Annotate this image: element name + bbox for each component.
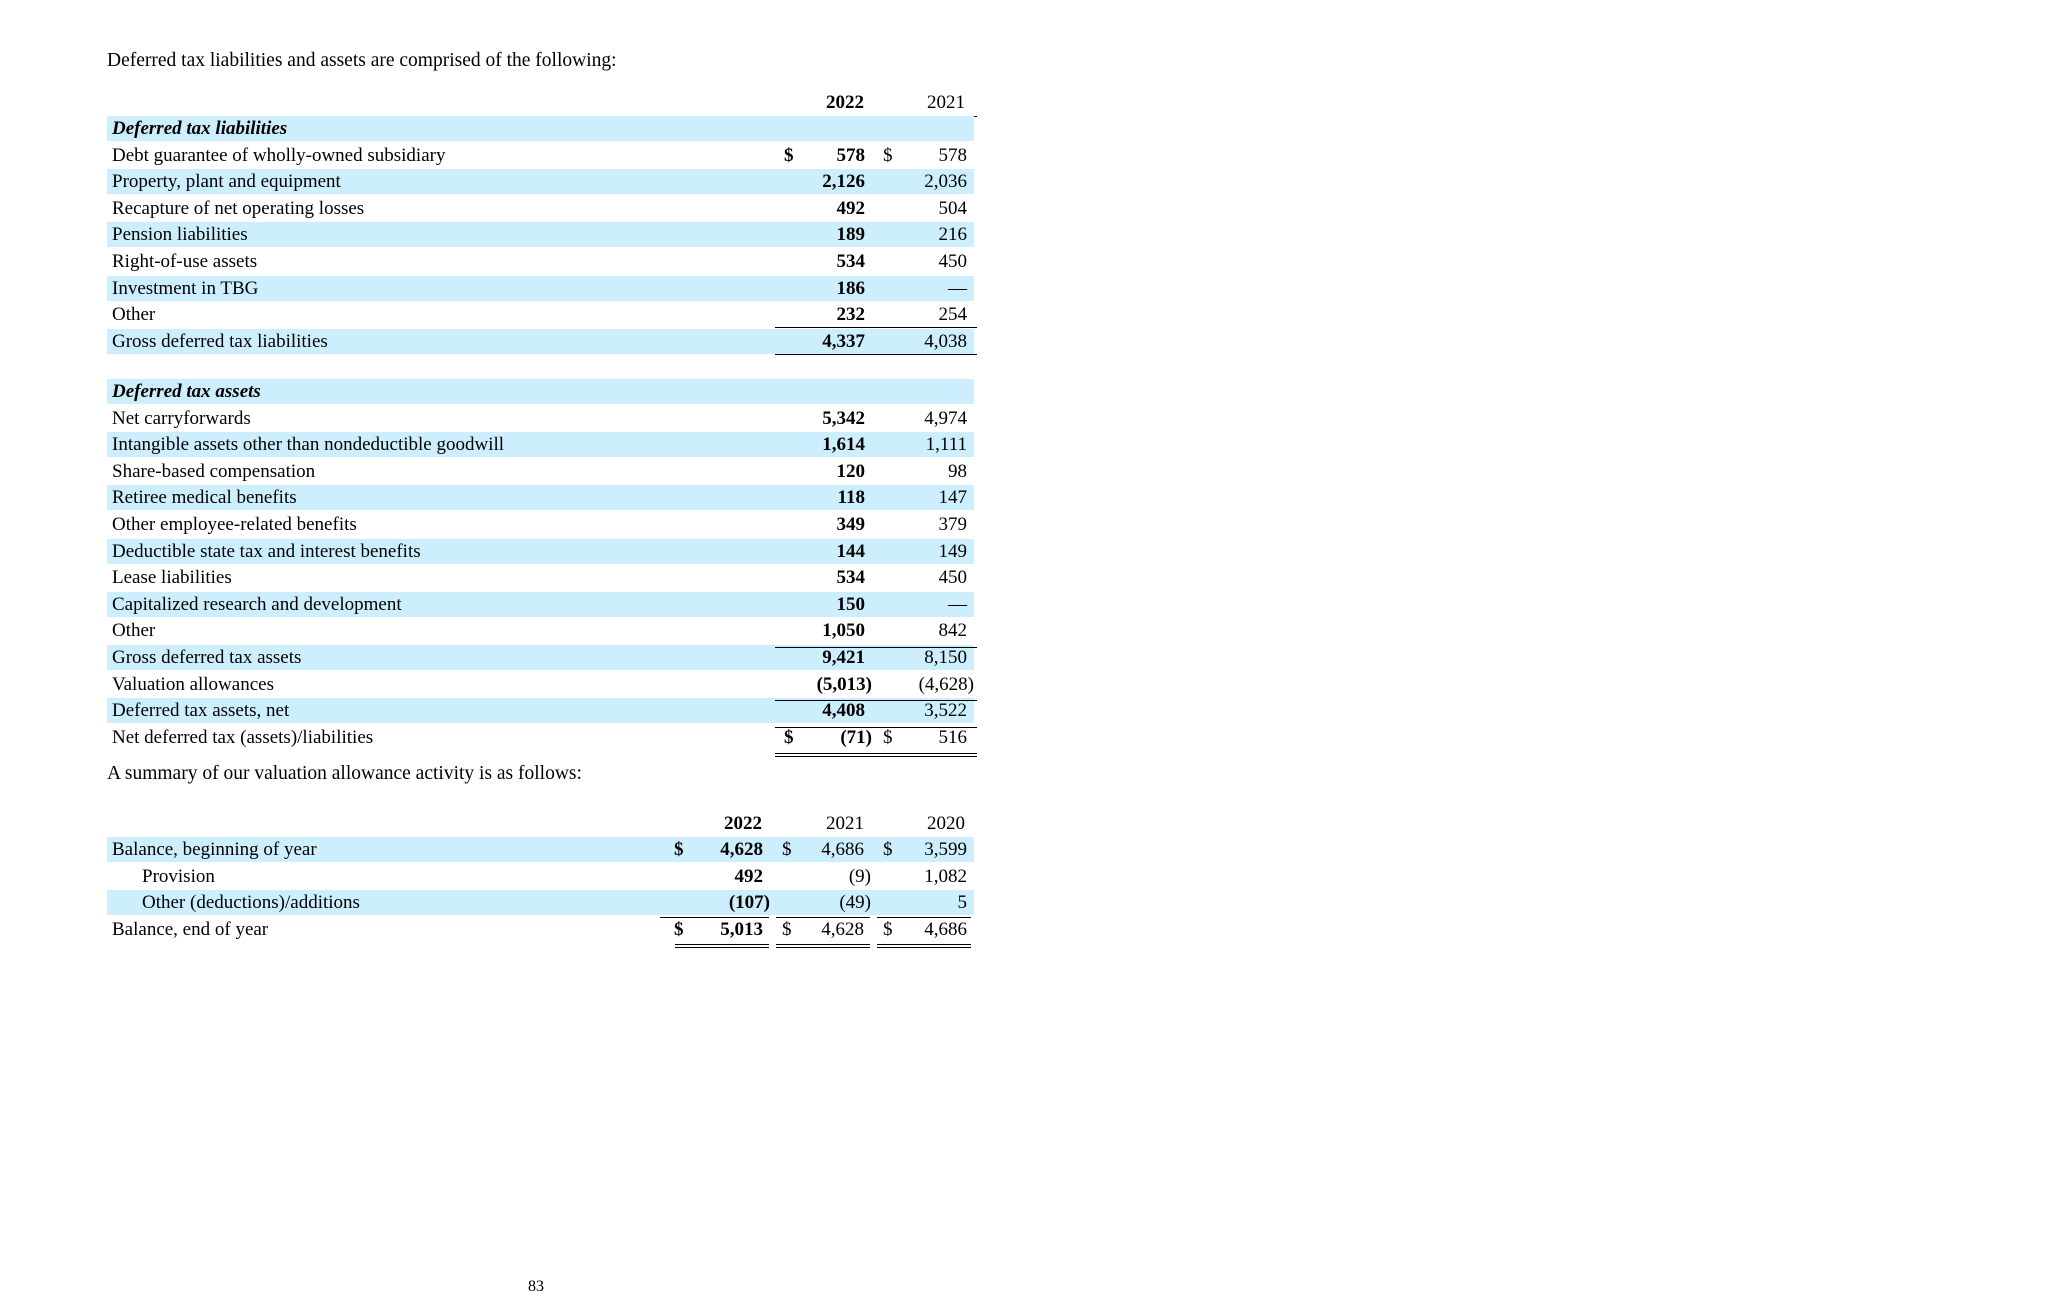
currency-symbol: $	[674, 918, 684, 940]
value-2022: 4,408	[822, 700, 865, 722]
value-2021: 4,628	[821, 918, 864, 940]
total-line	[877, 944, 971, 945]
total-line	[776, 944, 870, 945]
row-label: Net deferred tax (assets)/liabilities	[112, 726, 374, 748]
row-label: Share-based compensation	[112, 460, 316, 482]
row-label: Provision	[142, 865, 215, 887]
value-2021: 842	[938, 620, 967, 642]
table-row	[107, 222, 974, 247]
row-label: Balance, beginning of year	[112, 839, 317, 860]
value-2021: 450	[938, 250, 967, 272]
value-2022: 492	[836, 197, 865, 219]
currency-symbol: $	[784, 726, 794, 748]
table-row	[107, 698, 974, 723]
subtotal-line	[877, 917, 971, 918]
total-line	[877, 947, 971, 948]
currency-symbol: $	[782, 839, 792, 860]
row-label: Other (deductions)/additions	[142, 892, 360, 914]
value-2022: 150	[836, 593, 865, 615]
table-row	[107, 618, 974, 643]
value-2021: 4,974	[924, 407, 967, 429]
value-2021: 2,036	[924, 171, 967, 193]
row-label: Retiree medical benefits	[112, 487, 297, 509]
row-label: Pension liabilities	[112, 224, 248, 246]
value-2021: 504	[938, 197, 967, 219]
value-2022: 5,013	[720, 918, 763, 940]
table-row	[107, 645, 974, 670]
currency-symbol: $	[674, 839, 684, 860]
row-label: Deferred tax assets, net	[112, 700, 290, 722]
value-2021: 4,686	[821, 839, 864, 860]
summary-intro-text: A summary of our valuation allowance activity is as follows:	[107, 763, 582, 784]
row-label: Net carryforwards	[112, 407, 251, 429]
row-label: Debt guarantee of wholly-owned subsidiary	[112, 144, 446, 166]
row-label: Valuation allowances	[112, 673, 274, 695]
table-row	[107, 143, 974, 168]
table-row	[107, 592, 974, 617]
value-2022: 118	[837, 487, 865, 509]
row-label: Other	[112, 304, 156, 326]
value-2021: (49)	[839, 892, 871, 914]
t2-col-header-2021: 2021	[826, 813, 864, 834]
row-label: Gross deferred tax liabilities	[112, 330, 328, 352]
value-2021: 1,111	[925, 434, 967, 456]
value-2022: 349	[836, 513, 865, 535]
value-2021: 578	[938, 144, 967, 166]
t2-col-header-2022: 2022	[724, 813, 762, 834]
value-2022: 4,337	[822, 330, 865, 352]
table-row	[107, 406, 974, 431]
currency-symbol: $	[784, 144, 794, 166]
section-heading-assets: Deferred tax assets	[107, 379, 974, 404]
row-label: Balance, end of year	[112, 918, 269, 940]
currency-symbol: $	[883, 144, 893, 166]
subtotal-line	[775, 647, 977, 648]
value-2020: 4,686	[924, 918, 967, 940]
value-2022: 534	[836, 250, 865, 272]
row-label: Lease liabilities	[112, 567, 232, 589]
value-2021: 98	[948, 460, 967, 482]
section-heading-liabilities: Deferred tax liabilities	[107, 116, 974, 141]
value-2020: 3,599	[924, 839, 967, 860]
value-2020: 5	[957, 892, 967, 914]
table-row	[107, 890, 974, 915]
total-line	[776, 947, 870, 948]
value-2022: (107)	[728, 892, 770, 914]
value-2022: 1,614	[822, 434, 865, 456]
table-row	[107, 329, 974, 354]
row-label: Deductible state tax and interest benefits	[112, 540, 421, 562]
value-2021: 379	[938, 513, 967, 535]
table-row	[107, 672, 974, 697]
table-row	[107, 485, 974, 510]
value-2021: 450	[938, 567, 967, 589]
subtotal-line	[775, 327, 977, 328]
value-2022: 189	[836, 224, 865, 246]
table-row	[107, 837, 974, 862]
currency-symbol: $	[883, 918, 893, 940]
intro-text: Deferred tax liabilities and assets are comprised of the following:	[107, 50, 617, 71]
table-row	[107, 249, 974, 274]
page-number: 83	[528, 1278, 544, 1295]
table-row	[107, 432, 974, 457]
table-row	[107, 864, 974, 889]
value-2020: 1,082	[924, 865, 967, 887]
row-label: Capitalized research and development	[112, 593, 402, 615]
value-2022: 144	[836, 540, 865, 562]
value-2021: 8,150	[924, 646, 967, 668]
value-2022: 492	[734, 865, 763, 887]
total-line	[775, 354, 977, 355]
table-row	[107, 459, 974, 484]
table-row	[107, 302, 974, 327]
value-2021: (9)	[848, 865, 871, 887]
value-2022: 1,050	[822, 620, 865, 642]
value-2022: 232	[836, 304, 865, 326]
row-label: Intangible assets other than nondeductible goodwill	[112, 434, 505, 456]
value-2021: 254	[938, 304, 967, 326]
row-label: Investment in TBG	[112, 277, 259, 299]
table-row	[107, 725, 974, 750]
value-2022: 5,342	[822, 407, 865, 429]
table-row	[107, 169, 974, 194]
row-label: Other	[112, 620, 156, 642]
total-line	[775, 753, 977, 754]
table-row	[107, 276, 974, 301]
currency-symbol: $	[883, 726, 893, 748]
value-2022: 2,126	[822, 171, 865, 193]
currency-symbol: $	[782, 918, 792, 940]
value-2021: 516	[938, 726, 967, 748]
value-2022: (71)	[840, 726, 872, 748]
subtotal-line	[775, 727, 977, 728]
col-header-2021: 2021	[927, 92, 965, 113]
value-2022: 120	[836, 460, 865, 482]
table-row	[107, 917, 974, 942]
value-2022: 534	[836, 567, 865, 589]
currency-symbol: $	[883, 839, 893, 860]
table-row	[107, 512, 974, 537]
row-label: Property, plant and equipment	[112, 171, 341, 193]
table-row	[107, 565, 974, 590]
row-label: Gross deferred tax assets	[112, 646, 302, 668]
t2-col-header-2020: 2020	[927, 813, 965, 834]
value-2021: —	[948, 277, 967, 299]
col-header-2022: 2022	[826, 92, 864, 113]
total-line	[775, 756, 977, 757]
total-line	[675, 944, 769, 945]
row-label: Other employee-related benefits	[112, 513, 357, 535]
value-2021: 216	[938, 224, 967, 246]
subtotal-line	[776, 917, 870, 918]
value-2021: 147	[938, 487, 967, 509]
row-label: Recapture of net operating losses	[112, 197, 365, 219]
value-2021: —	[948, 593, 967, 615]
value-2021: 149	[938, 540, 967, 562]
row-label: Right-of-use assets	[112, 250, 258, 272]
value-2022: 4,628	[720, 839, 763, 860]
subtotal-line	[660, 917, 769, 918]
value-2021: (4,628)	[918, 673, 974, 695]
value-2021: 3,522	[924, 700, 967, 722]
total-line	[675, 947, 769, 948]
subtotal-line	[775, 700, 977, 701]
value-2022: 186	[836, 277, 865, 299]
value-2021: 4,038	[924, 330, 967, 352]
value-2022: 9,421	[822, 646, 865, 668]
table-row	[107, 539, 974, 564]
value-2022: 578	[836, 144, 865, 166]
value-2022: (5,013)	[816, 673, 872, 695]
table-row	[107, 196, 974, 221]
